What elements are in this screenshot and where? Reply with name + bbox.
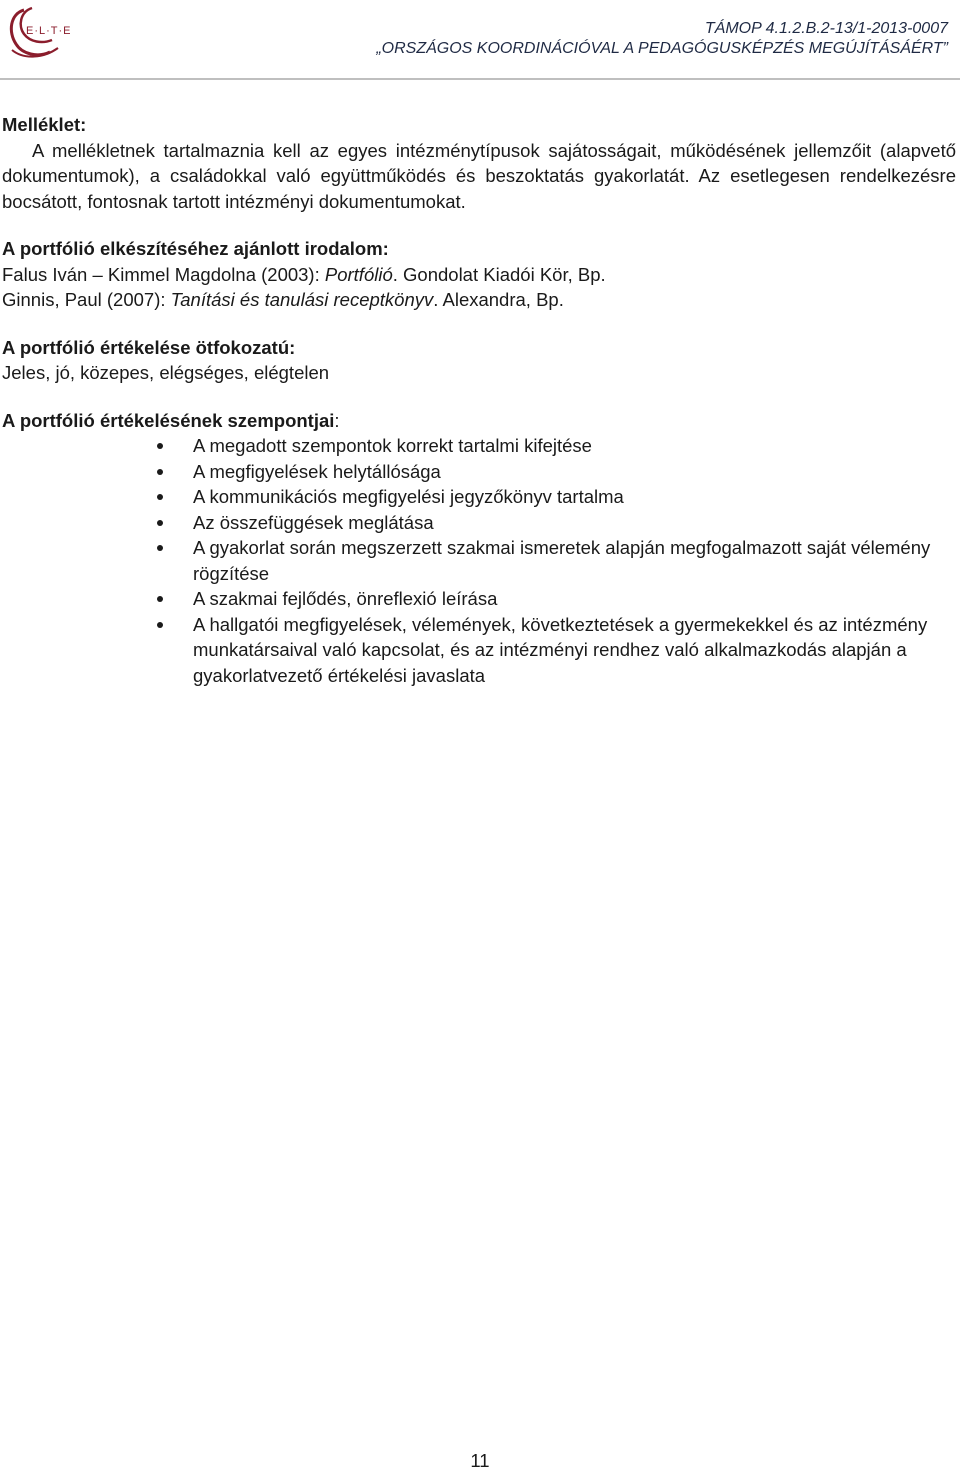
annex-title: Melléklet: [2, 114, 87, 135]
criteria-item-text: A gyakorlat során megszerzett szakmai ismeretek alapján megfogalmazott saját vélemény rögzítése [193, 537, 931, 584]
ref-title: Portfólió [324, 263, 393, 285]
literature-ref-2 [2, 287, 956, 313]
bullet-icon [157, 596, 163, 602]
ref-publisher: . Gondolat Kiadói Kör, Bp. [392, 263, 606, 285]
grading-scale: Jeles, jó, közepes, elégséges, elégtelen [2, 362, 330, 383]
literature-heading: A portfólió elkészítéséhez ajánlott irodalom: [2, 238, 389, 259]
elte-logo [4, 4, 74, 60]
criteria-item [2, 433, 956, 459]
criteria-item [2, 459, 956, 485]
project-code: TÁMOP 4.1.2.B.2-13/1-2013-0007 [704, 20, 948, 37]
grading-heading: A portfólió értékelése ötfokozatú: [2, 336, 296, 358]
ref-title: Tanítási és tanulási receptkönyv [170, 289, 434, 310]
literature-ref-1 [2, 262, 956, 288]
criteria-item-text: A szakmai fejlődés, önreflexió leírása [193, 588, 498, 609]
criteria-item [2, 535, 956, 586]
bullet-icon [157, 443, 163, 449]
criteria-item-text: A kommunikációs megfigyelési jegyzőkönyv tartalma [193, 486, 624, 507]
criteria-item [2, 612, 956, 689]
criteria-item-text: A hallgatói megfigyelések, vélemények, következtetések a gyermekekkel és az intézmény munkatársaival való kapcsolat, és az intézményi rendhez való alkalmazkodás alapján a gyakorlatvezető értékelési javaslata [193, 613, 928, 686]
project-title: „ORSZÁGOS KOORDINÁCIÓVAL A PEDAGÓGUSKÉPZÉS MEGÚJÍTÁSÁÉRT” [376, 40, 948, 57]
page-header [0, 0, 960, 80]
bullet-icon [157, 494, 163, 500]
criteria-item [2, 484, 956, 510]
bullet-icon [157, 469, 163, 475]
criteria-heading-colon: : [334, 409, 340, 431]
criteria-heading: A portfólió értékelésének szempontjai [2, 409, 335, 431]
ref-author: Ginnis, Paul (2007): [2, 289, 171, 310]
page-number: 11 [470, 1450, 490, 1471]
header-divider [0, 78, 960, 80]
criteria-item-text: A megadott szempontok korrekt tartalmi kifejtése [193, 435, 592, 456]
criteria-item-text: Az összefüggések meglátása [193, 511, 434, 533]
criteria-item-text: A megfigyelések helytállósága [193, 460, 441, 482]
ref-author: Falus Iván – Kimmel Magdolna (2003): [2, 263, 325, 285]
document-body [2, 112, 956, 688]
annex-paragraph: A mellékletnek tartalmaznia kell az egyes intézménytípusok sajátosságait, működésének jellemzőit (alapvető dokumentumok), a családokkal való együttműködés és beszoktatás gyakorlatát. Az esetlegesen rendelkezésre bocsátott, fontosnak tartott intézményi dokumentumokat. [2, 139, 956, 212]
ref-publisher: . Alexandra, Bp. [433, 289, 564, 310]
bullet-icon [157, 545, 163, 551]
bullet-icon [157, 520, 163, 526]
criteria-item [2, 510, 956, 536]
criteria-heading-line [2, 408, 956, 434]
criteria-item [2, 586, 956, 612]
bullet-icon [157, 622, 163, 628]
logo-text: E·L·T·E [26, 25, 72, 37]
criteria-list [2, 433, 956, 688]
